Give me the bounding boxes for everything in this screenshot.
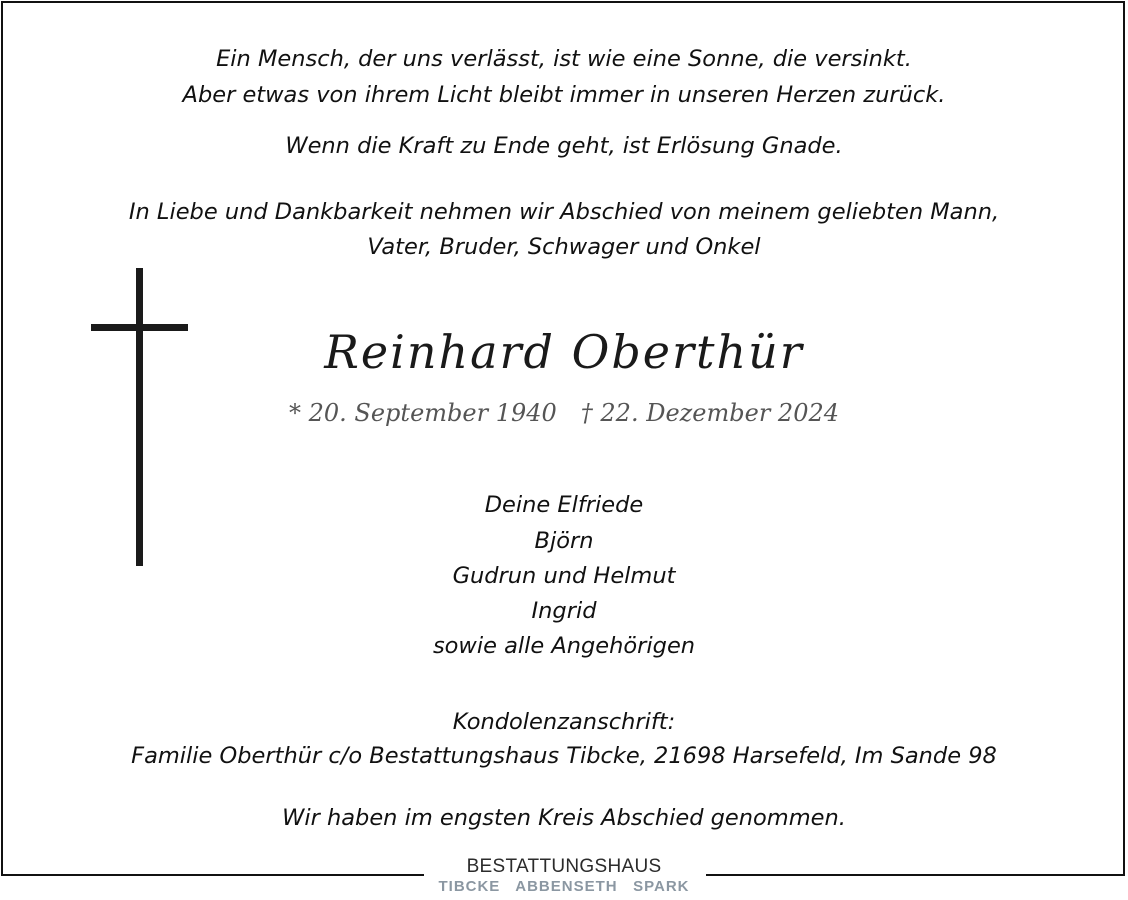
birth-date: * 20. September 1940 [288,399,557,427]
mourner-1: Deine Elfriede [484,492,644,518]
logo-title: BESTATTUNGSHAUS [466,856,662,877]
mourner-3: Gudrun und Helmut [452,563,676,589]
condolence-address: Familie Oberthür c/o Bestattungshaus Tibcke, 21698 Harsefeld, Im Sande 98 [131,743,997,769]
life-dates [0,397,1128,429]
logo-locations: TIBCKE ABBENSETH SPARK [438,878,690,895]
mourner-2: Björn [534,528,594,554]
quote-line-2: Aber etwas von ihrem Licht bleibt immer in unseren Herzen zurück. [182,82,946,108]
intro-line-2: Vater, Bruder, Schwager und Onkel [367,234,761,260]
mourner-5: sowie alle Angehörigen [432,633,696,659]
intro-line-1: In Liebe und Dankbarkeit nehmen wir Abschied von meinem geliebten Mann, [128,199,1000,225]
quote-line-3: Wenn die Kraft zu Ende geht, ist Erlösung Gnade. [285,133,843,159]
funeral-home-logo [0,853,1128,900]
deceased-name: Reinhard Oberthür [324,325,804,379]
condolence-label: Kondolenzanschrift: [452,709,676,735]
quote-line-1: Ein Mensch, der uns verlässt, ist wie eine Sonne, die versinkt. [216,46,912,72]
mourner-4: Ingrid [531,598,597,624]
closing-line: Wir haben im engsten Kreis Abschied genommen. [282,805,846,831]
death-date: † 22. Dezember 2024 [580,399,840,427]
